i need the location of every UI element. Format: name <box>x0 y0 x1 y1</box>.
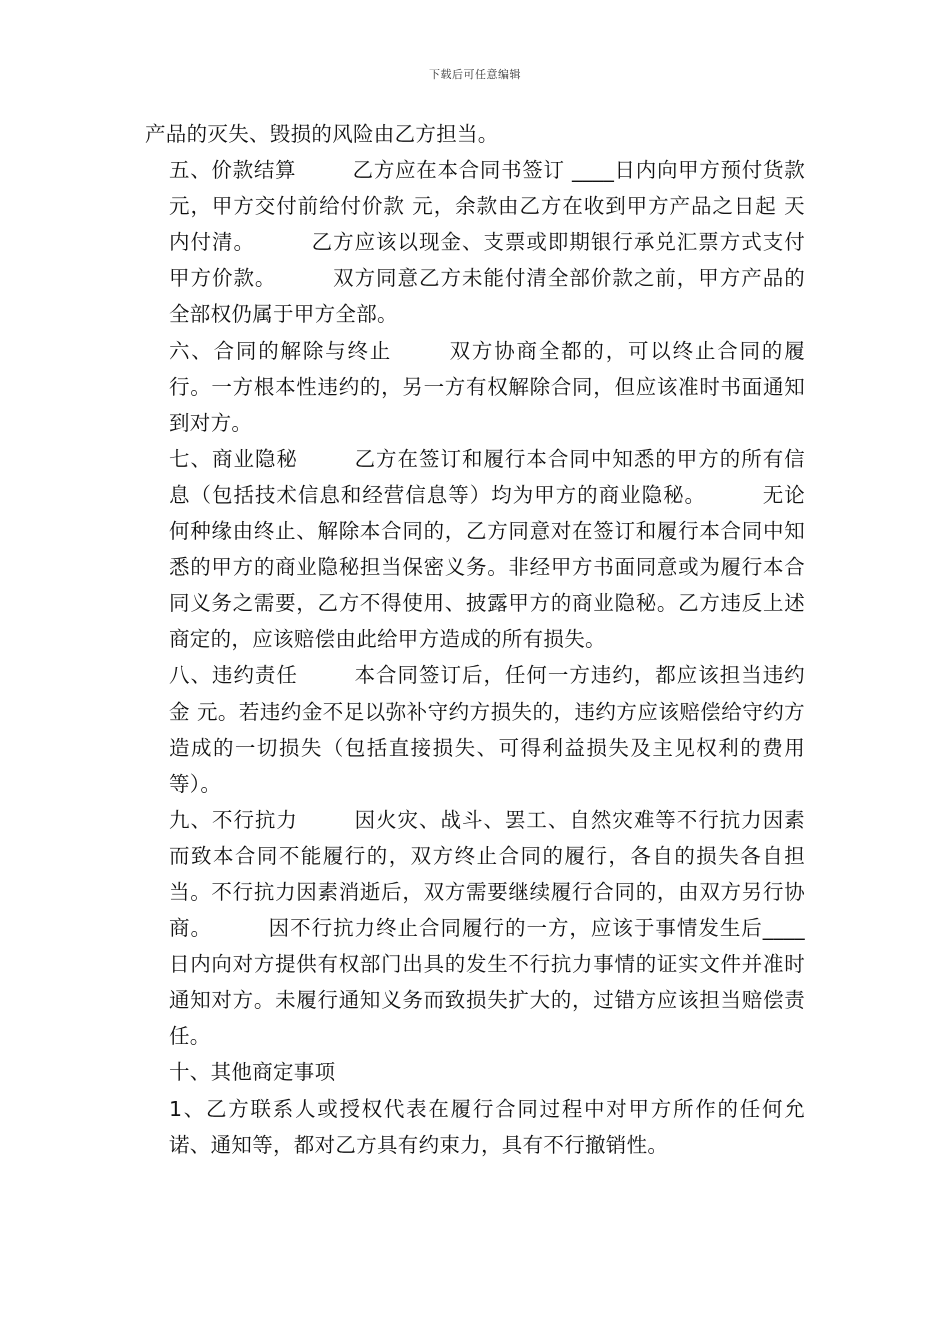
paragraph-text: 双方协商全都的，可以终止合同的履行。一方根本性违约的，另一方有权解除合同，但应该准时书面通知到对方。 <box>169 338 805 435</box>
paragraph-risk <box>145 116 805 152</box>
paragraph-termination <box>145 333 805 441</box>
paragraph-trade-secret <box>145 441 805 658</box>
paragraph-breach-liability <box>145 657 805 801</box>
paragraph-text: 乙方在签订和履行本合同中知悉的甲方的所有信息（包括技术信息和经营信息等）均为甲方的商业隐秘。 <box>169 446 805 507</box>
paragraph-payment-settlement <box>145 152 805 332</box>
document-body <box>145 116 805 1163</box>
paragraph-text: 无论何种缘由终止、解除本合同的，乙方同意对在签订和履行本合同中知悉的甲方的商业隐秘担当保密义务。非经甲方书面同意或为履行本合同义务之需要，乙方不得使用、披露甲方的商业隐秘。乙方违反上述商定的，应该赔偿由此给甲方造成的所有损失。 <box>169 482 805 652</box>
section-heading: 八、违约责任 <box>169 663 298 688</box>
paragraph-text: 乙方应该以现金、支票或即期银行承兑汇票方式支付甲方价款。 <box>169 230 806 291</box>
paragraph-text: 双方同意乙方未能付清全部价款之前，甲方产品的全部权仍属于甲方全部。 <box>169 266 805 327</box>
paragraph-text: 因不行抗力终止合同履行的一方，应该于事情发生后____日内向对方提供有权部门出具的发生不行抗力事情的证实文件并准时通知对方。未履行通知义务而致损失扩大的，过错方应该担当赔偿责任。 <box>169 916 805 1049</box>
paragraph-force-majeure <box>145 802 805 1055</box>
paragraph-text: 1、乙方联系人或授权代表在履行合同过程中对甲方所作的任何允诺、通知等，都对乙方具有约束力，具有不行撤销性。 <box>169 1096 805 1157</box>
paragraph-text: 因火灾、战斗、罢工、自然灾难等不行抗力因素而致本合同不能履行的，双方终止合同的履行，各自的损失各自担当。不行抗力因素消逝后，双方需要继续履行合同的，由双方另行协商。 <box>169 807 805 941</box>
paragraph-text: 本合同签订后，任何一方违约，都应该担当违约金 元。若违约金不足以弥补守约方损失的，违约方应该赔偿给守约方造成的一切损失（包括直接损失、可得利益损失及主见权利的费用等）。 <box>169 663 805 796</box>
paragraph-other-matters <box>145 1054 805 1090</box>
paragraph-text: 产品的灭失、毁损的风险由乙方担当。 <box>145 122 499 146</box>
paragraph-text: 乙方应在本合同书签订 ____日内向甲方预付货款 元，甲方交付前给付价款 元，余款由乙方在收到甲方产品之日起 天内付清。 <box>169 158 805 255</box>
section-heading: 九、不行抗力 <box>169 807 298 832</box>
section-heading: 十、其他商定事项 <box>169 1060 336 1085</box>
section-heading: 六、合同的解除与终止 <box>169 338 393 363</box>
section-heading: 五、价款结算 <box>169 158 297 183</box>
paragraph-item-1 <box>145 1091 805 1163</box>
page-header: 下载后可任意编辑 <box>429 68 521 81</box>
section-heading: 七、商业隐秘 <box>169 446 298 471</box>
